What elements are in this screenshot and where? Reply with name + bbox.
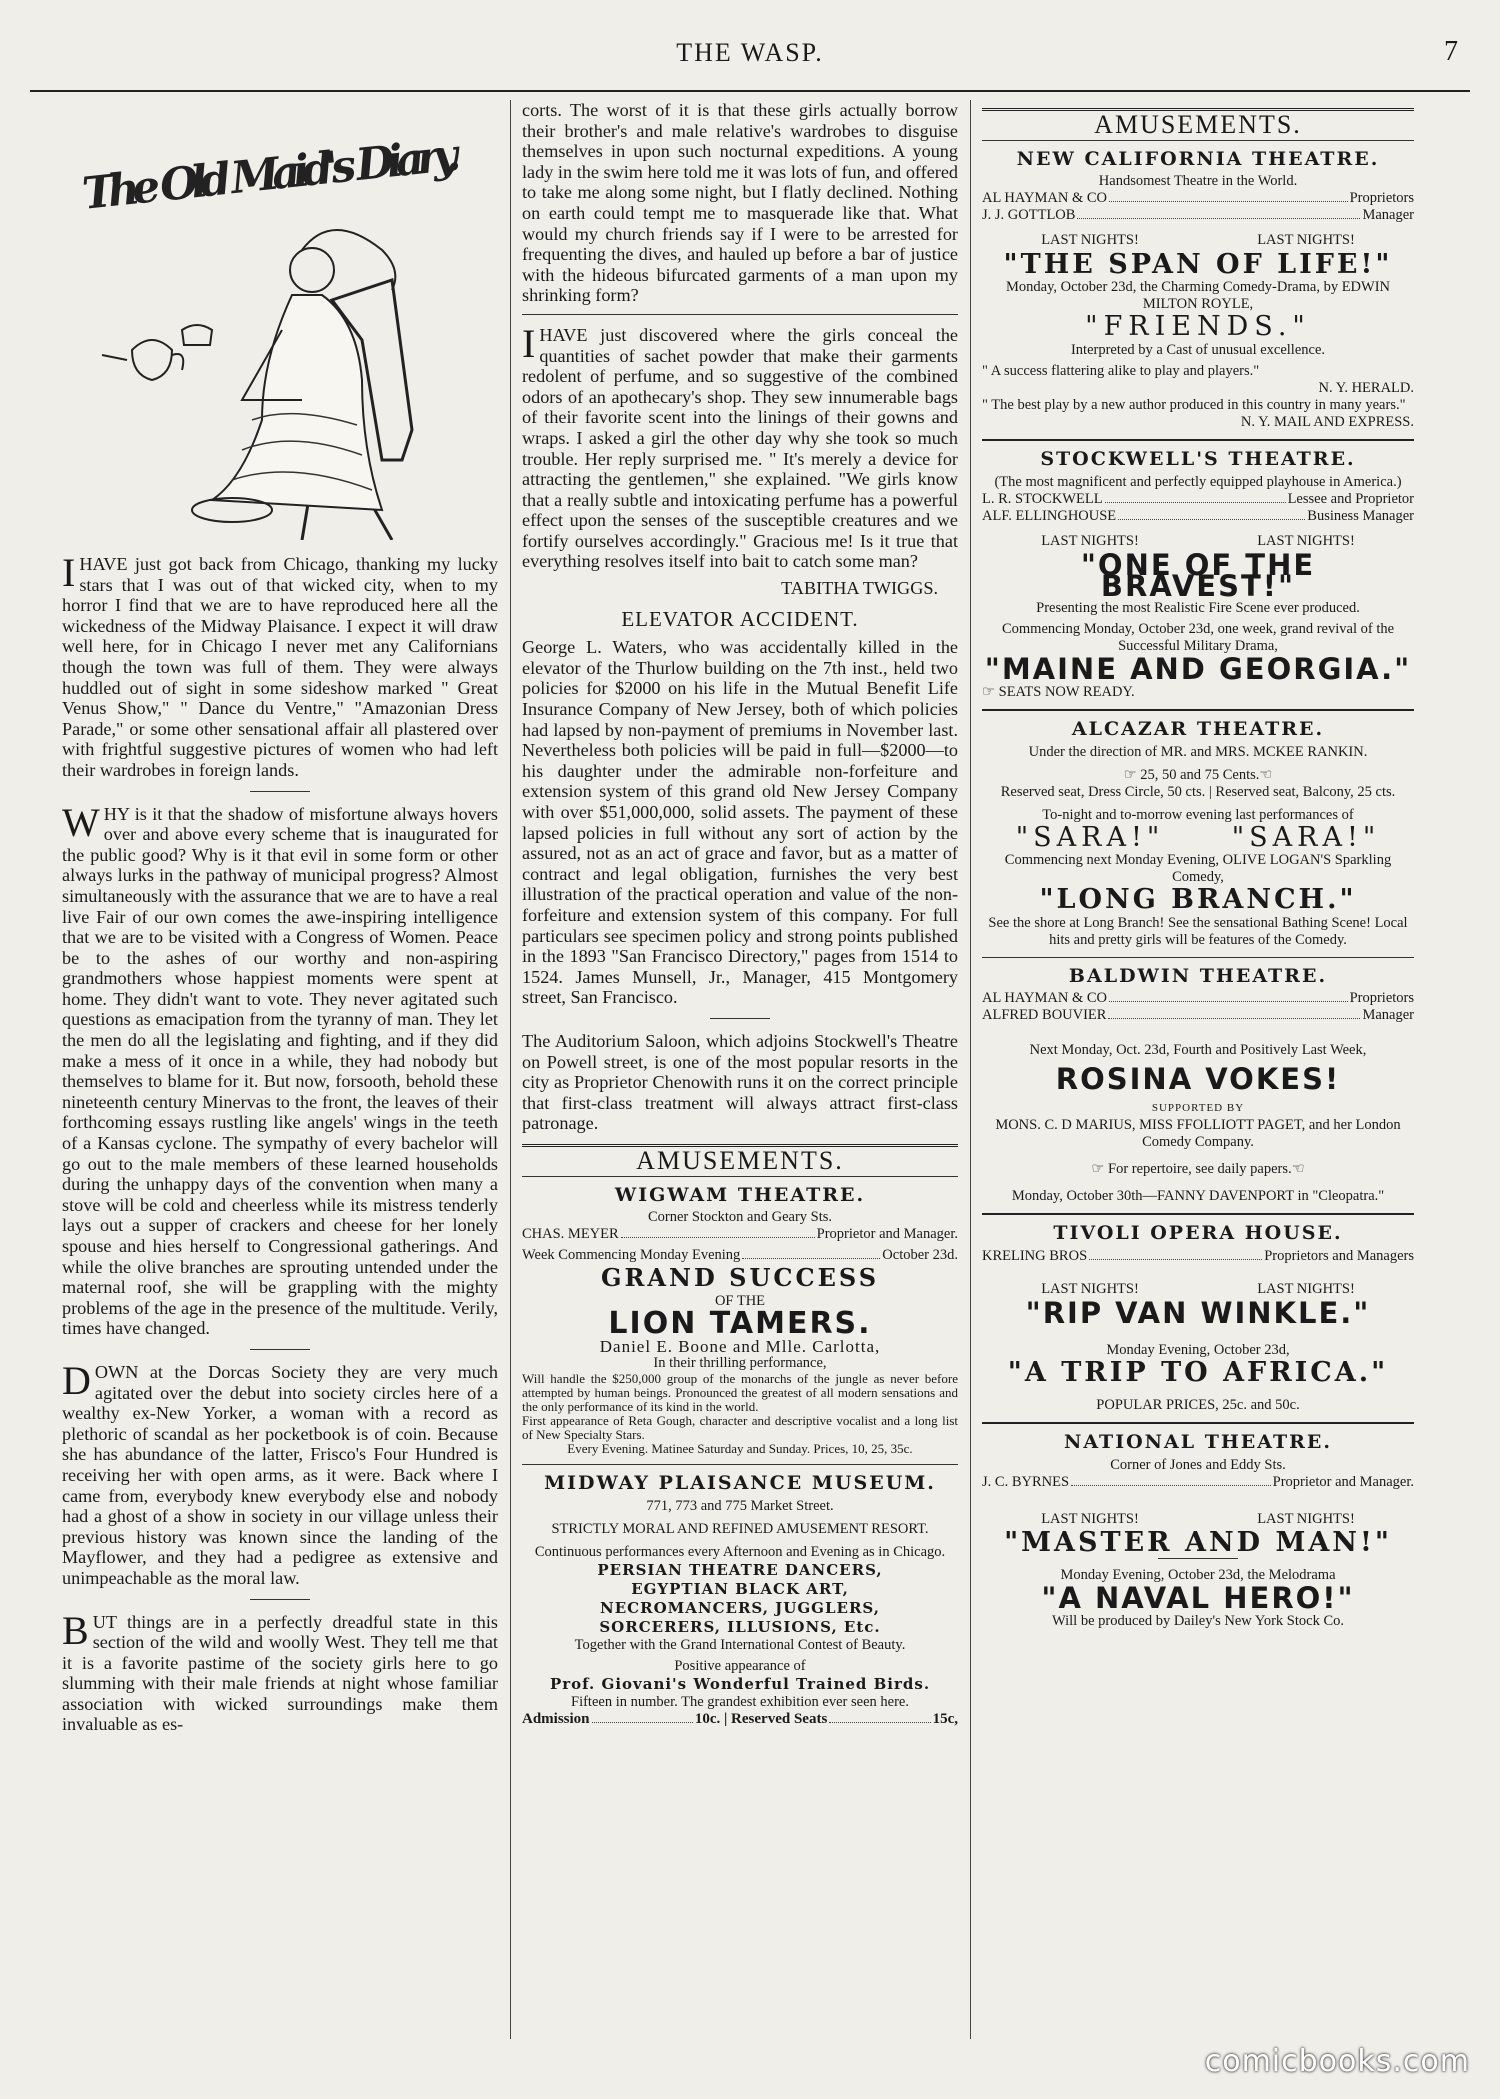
ad-divider <box>982 1213 1414 1215</box>
theatre-name: ALCAZAR THEATRE. <box>1071 717 1325 740</box>
paragraph: IHAVE just discovered where the girls conceal the quantities of sachet powder that make their garments redolent of perfume, and so suggestive of the combined odors of an apothecary's shop. They sew innumerable bags of their favorite scent into the linings of their gowns and wraps. I asked a girl the other day why she took so much trouble. Her reply surprised me. " It's merely a device for attracting the gentlemen," she explained. "We girls know that a really subtle and intoxicating perfume has a powerful effect upon the senses of the susceptible creatures and we fortify ourselves accordingly." Gracious me! Is it true that everything resolves itself into bait to catch some man? <box>522 320 958 572</box>
watermark: comicbooks.com <box>1204 2044 1470 2079</box>
ad-divider <box>982 439 1414 441</box>
drop-cap: B <box>62 1607 89 1653</box>
amusements-heading: AMUSEMENTS. <box>982 108 1414 141</box>
old-maid-illustration <box>62 100 498 540</box>
separator <box>522 314 958 315</box>
paragraph: DOWN at the Dorcas Society they are very much agitated over the debut into society circles here of a wealthy ex-New Yorker, a woman with a record as plethoric of scandal as her pocketbook is of coin. Because she has abundance of the latter, Frisco's Four Hundred is receiving her with open arms, as it were. Back where I came from, everybody knew everybody else and nobody had a ghost of a show in society in our village unless their previous history was known since the landing of the Mayflower, and they had a pedigree as extensive and unimpeachable as the moral law. <box>62 1357 498 1588</box>
separator <box>710 1018 770 1019</box>
paragraph: corts. The worst of it is that these girls actually borrow their brother's and male relative's wardrobes to disguise themselves in upon such nocturnal expeditions. A young lady in the swim here told me it was lots of fun, and offered to take me along some night, but I flatly declined. Nothing on earth could tempt me to masquerade like that. What would my church friends say if I were to be arrested for frequenting the dives, and hauled up before a bar of justice with the hideous bifurcated garments of a man upon my shrinking form? <box>522 100 958 306</box>
theatre-name: MIDWAY PLAISANCE MUSEUM. <box>544 1472 936 1495</box>
drop-cap: I <box>62 550 76 595</box>
ad-divider <box>982 709 1414 711</box>
baldwin-ad: BALDWIN THEATRE. AL HAYMAN & CO Proprietors ALFRED BOUVIER Manager Next Monday, Oct. 23d, Fourth and Positively Last Week, ROSINA VOKES! SUPPORTED BY MONS. C. D MARIUS, MISS FFOLLIOTT PAGET, and her London Comedy Company. ☞ For repertoire, see daily papers.☜ Monday, October 30th—FANNY DAVENPORT in "Cleopatra." <box>982 964 1414 1204</box>
show-title: "FRIENDS." <box>1085 311 1311 343</box>
tivoli-ad: TIVOLI OPERA HOUSE. KRELING BROS Proprietors and Managers LAST NIGHTS! LAST NIGHTS! "RIP VAN WINKLE." Monday Evening, October 23d, "A TRIP TO AFRICA." POPULAR PRICES, 25c. and 50c. <box>982 1221 1414 1414</box>
new-california-ad: NEW CALIFORNIA THEATRE. Handsomest Theatre in the World. AL HAYMAN & CO Proprietors J. J. GOTTLOB Manager LAST NIGHTS! LAST NIGHTS! "THE SPAN OF LIFE!" Monday, October 23d, the Charming Comedy-Drama, by EDWIN MILTON ROYLE, "FRIENDS." Interpreted by a Cast of unusual excellence. " A success flattering alike to play and players." N. Y. HERALD. " The best play by a new author produced in this country in many years." N. Y. MAIL AND EXPRESS. <box>982 147 1414 430</box>
theatre-name: NEW CALIFORNIA THEATRE. <box>1016 147 1380 170</box>
theatre-name: WIGWAM THEATRE. <box>614 1183 866 1206</box>
separator <box>250 791 310 792</box>
paragraph: The Auditorium Saloon, which adjoins Stockwell's Theatre on Powell street, is one of the most popular resorts in the city as Proprietor Chenowith runs it on the correct principle that first-class treatment will always attract first-class patronage. <box>522 1030 958 1134</box>
show-title: "RIP VAN WINKLE." <box>1025 1296 1371 1331</box>
show-title: "A TRIP TO AFRICA." <box>1007 1356 1389 1388</box>
page-header <box>30 38 1470 88</box>
show-title: "ONE OF THE BRAVEST!" <box>1080 548 1316 603</box>
show-title: "MAINE AND GEORGIA." <box>984 652 1412 687</box>
paragraph: IHAVE just got back from Chicago, thanking my lucky stars that I was out of that wicked city, when to my horror I find that we are to have reproduced here all the wickedness of the Midway Plaisance. I expect it will draw well here, for in Chicago I never met any Californians though the town was full of them. They were always huddled out of sight in some sideshow marked " Great Venus Show," " Dance du Ventre," "Amazonian Dress Parade," or some other sensational affair all plastered over with frightful suggestive pictures of women who had left their wardrobes in foreign lands. <box>62 550 498 780</box>
theatre-name: BALDWIN THEATRE. <box>1068 964 1328 987</box>
theatre-name: NATIONAL THEATRE. <box>1063 1431 1333 1454</box>
show-title: "LONG BRANCH." <box>1039 884 1357 916</box>
show-title: ROSINA VOKES! <box>1055 1062 1341 1097</box>
column-divider <box>970 100 971 2039</box>
column-1 <box>62 100 498 1741</box>
show-title: "MASTER AND MAN!" <box>1004 1527 1392 1559</box>
paragraph: WHY is it that the shadow of misfortune always hovers over and above every scheme that is inaugurated for the public good? Why is it that evil in some form or other always lurks in the pathway of municipal progress? Almost simultaneously with the assurance that we are to have a real live Fair of our own comes the awe-inspiring intelligence that we are to be visited with a Congress of Women. Peace be to the ashes of our worthy and non-aspiring grandmothers whose happiest moments were spent at home. They didn't want to vote. They never agitated such questions as emacipation from the tyranny of man. They let the men do all the legislating and fighting, and if they did make a mess of it once in a while, they had nobody but themselves to blame for it. But now, forsooth, behold these nineteenth century Minervas to the front, the leaves of their forthcoming essays rustling like angels' wings in the teeth of a Kansas cyclone. The sympathy of every bachelor will go out to the male members of these learned households during the unhappy days of the convention when many a stove will be cold and cheerless while its mistress tenderly lays out a supper of crackers and cheese for her lonely spouse and hies herself to Congressional gatherings. And while the olive branches are sprouting untended under the maternal roof, she will be grappling with the mighty problems of the age in the presence of the multitude. Verily, times have changed. <box>62 799 498 1339</box>
headline: GRAND SUCCESS <box>600 1263 880 1293</box>
ad-divider <box>982 957 1414 958</box>
drop-cap: D <box>62 1357 91 1403</box>
show-title: "THE SPAN OF LIFE!" <box>1003 248 1393 280</box>
page-number: 7 <box>1444 36 1458 67</box>
separator <box>250 1349 310 1350</box>
paragraph: George L. Waters, who was accidentally killed in the elevator of the Thurlow building on the 7th inst., held two policies for $2000 on his life in the Mutual Benefit Life Insurance Company of New Jersey, both of which policies had lapsed by non-payment of premiums in November last. Nevertheless both policies will be paid in full—$2000—to his daughter under the admirable non-forfeiture and extension system of this grand old New Jersey Company with over $51,000,000, solid assets. The payment of these lapsed policies in full without any sort of action by the assured, not as an act of grace and favor, but as a matter of contract and legal obligation, furnishes the very best illustration of the practical operation and value of the non-forfeiture and extension system of this company. For full particulars see specimen policy and strong points published in the 1893 "San Francisco Directory," pages from 1514 to 1524. James Munsell, Jr., Manager, 415 Montgomery street, San Francisco. <box>522 637 958 1008</box>
ad-divider <box>982 1422 1414 1424</box>
separator <box>250 1599 310 1600</box>
column-divider <box>510 100 511 2039</box>
column-2 <box>522 100 958 1728</box>
alcazar-ad: ALCAZAR THEATRE. Under the direction of MR. and MRS. MCKEE RANKIN. ☞ 25, 50 and 75 Cents.☜ Reserved seat, Dress Circle, 50 cts. | Reserved seat, Balcony, 25 cts. To-night and to-morrow evening last performances of "SARA!" "SARA!" Commencing next Monday Evening, OLIVE LOGAN'S Sparkling Comedy, "LONG BRANCH." See the shore at Long Branch! See the sensational Bathing Scene! Local hits and pretty girls will be features of the Comedy. <box>982 719 1414 949</box>
stockwell-ad: STOCKWELL'S THEATRE. (The most magnificent and perfectly equipped playhouse in America.) L. R. STOCKWELL Lessee and Proprietor ALF. ELLINGHOUSE Business Manager LAST NIGHTS! LAST NIGHTS! "ONE OF THE BRAVEST!" Presenting the most Realistic Fire Scene ever produced. Commencing Monday, October 23d, one week, grand revival of the Successful Military Drama, "MAINE AND GEORGIA." ☞ SEATS NOW READY. <box>982 447 1414 700</box>
paragraph: BUT things are in a perfectly dreadful state in this section of the wild and woolly West. They tell me that it is a favorite pastime of the society girls here to go slumming with their male friends at night whose familiar association with wicked surroundings make them invaluable as es- <box>62 1607 498 1735</box>
show-title: LION TAMERS. <box>608 1305 872 1341</box>
theatre-name: STOCKWELL'S THEATRE. <box>1040 447 1356 470</box>
wigwam-ad: WIGWAM THEATRE. Corner Stockton and Geary Sts. CHAS. MEYER Proprietor and Manager. Week Commencing Monday Evening October 23d. GRAND SUCCESS OF THE LION TAMERS. Daniel E. Boone and Mlle. Carlotta, In their thrilling performance, Will handle the $250,000 group of the monarchs of the jungle as never before attempted by human beings. Pronounced the greatest of all modern sensations and the only performance of its kind in the world. First appearance of Reta Gough, character and descriptive vocalist and a long list of New Specialty Stars. Every Evening. Matinee Saturday and Sunday. Prices, 10, 25, 35c. <box>522 1183 958 1457</box>
column-3 <box>982 108 1414 1630</box>
ad-divider <box>522 1464 958 1465</box>
illustration-title: The Old Maid's Diary. <box>79 129 464 220</box>
section-heading: ELEVATOR ACCIDENT. <box>621 606 859 631</box>
amusements-heading: AMUSEMENTS. <box>522 1144 958 1177</box>
national-ad: NATIONAL THEATRE. Corner of Jones and Eddy Sts. J. C. BYRNES Proprietor and Manager. LAST NIGHTS! LAST NIGHTS! "MASTER AND MAN!" Monday Evening, October 23d, the Melodrama "A NAVAL HERO!" Will be produced by Dailey's New York Stock Co. <box>982 1431 1414 1629</box>
drop-cap: W <box>62 799 100 845</box>
magazine-title: THE WASP. <box>676 38 824 67</box>
theatre-name: TIVOLI OPERA HOUSE. <box>1053 1221 1343 1244</box>
signature: TABITHA TWIGGS. <box>781 578 938 599</box>
midway-ad: MIDWAY PLAISANCE MUSEUM. 771, 773 and 775 Market Street. STRICTLY MORAL AND REFINED AMUSEMENT RESORT. Continuous performances every Afternoon and Evening as in Chicago. PERSIAN THEATRE DANCERS, EGYPTIAN BLACK ART, NECROMANCERS, JUGGLERS, SORCERERS, ILLUSIONS, Etc. Together with the Grand International Contest of Beauty. Positive appearance of Prof. Giovani's Wonderful Trained Birds. Fifteen in number. The grandest exhibition ever seen here. Admission 10c. | Reserved Seats 15c, <box>522 1472 959 1727</box>
drop-cap: I <box>522 320 536 366</box>
header-rule <box>30 90 1470 92</box>
show-title: "A NAVAL HERO!" <box>1041 1581 1355 1616</box>
